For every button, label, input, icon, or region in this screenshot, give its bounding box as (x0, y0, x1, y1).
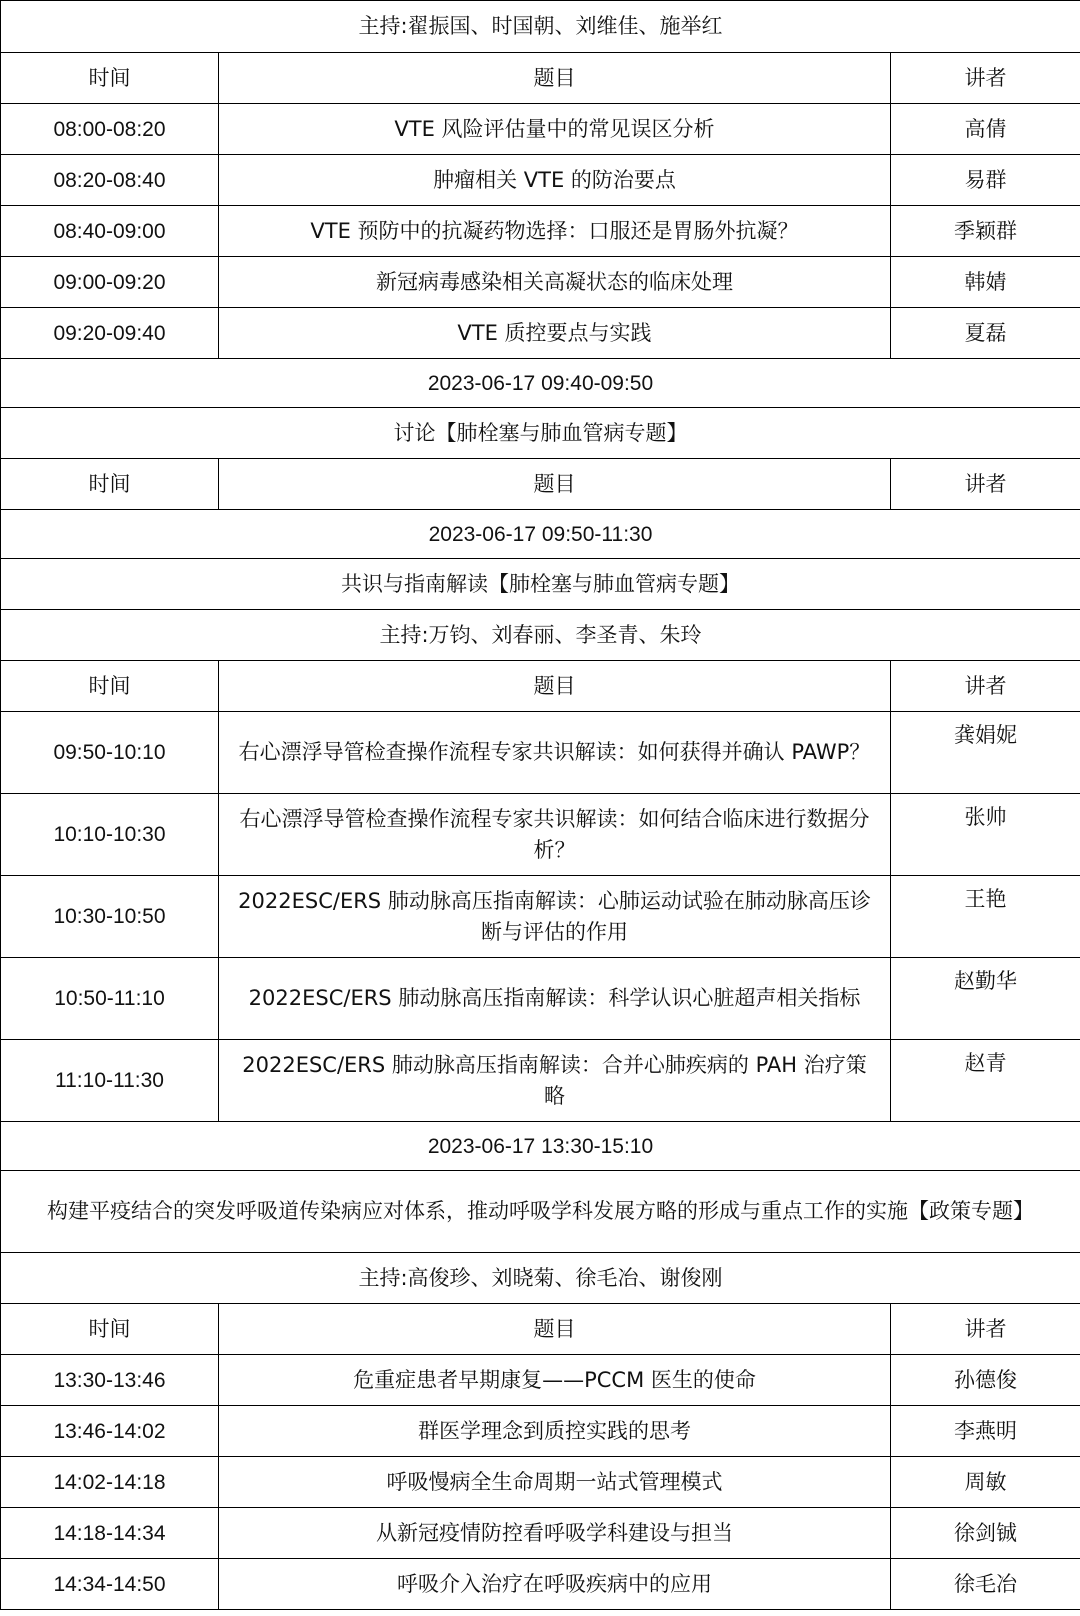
title-column-header: 题目 (219, 1304, 891, 1355)
title-column-header: 题目 (219, 661, 891, 712)
title-cell: VTE 预防中的抗凝药物选择：口服还是胃肠外抗凝？ (219, 206, 891, 257)
column-header-row (1, 53, 1080, 104)
speaker-cell: 徐毛冶 (891, 1559, 1080, 1610)
time-cell: 14:34-14:50 (1, 1559, 219, 1610)
time-cell: 08:20-08:40 (1, 155, 219, 206)
time-cell: 08:40-09:00 (1, 206, 219, 257)
title-cell: 右心漂浮导管检查操作流程专家共识解读：如何结合临床进行数据分析？ (219, 794, 891, 876)
time-column-header: 时间 (1, 1304, 219, 1355)
time-cell: 14:02-14:18 (1, 1457, 219, 1508)
session-date: 2023-06-17 13:30-15:10 (1, 1122, 1080, 1171)
session-date-row (1, 510, 1080, 559)
session-title-row (1, 1171, 1080, 1253)
chair-text: 主持:高俊珍、刘晓菊、徐毛冶、谢俊刚 (1, 1253, 1080, 1304)
time-cell: 09:50-10:10 (1, 712, 219, 794)
title-cell: VTE 质控要点与实践 (219, 308, 891, 359)
time-cell: 13:30-13:46 (1, 1355, 219, 1406)
table-row (1, 958, 1080, 1040)
table-row (1, 1508, 1080, 1559)
title-cell: 2022ESC/ERS 肺动脉高压指南解读：心肺运动试验在肺动脉高压诊断与评估的作用 (219, 876, 891, 958)
table-row (1, 155, 1080, 206)
session-date: 2023-06-17 09:40-09:50 (1, 359, 1080, 408)
column-header-row (1, 661, 1080, 712)
speaker-column-header: 讲者 (891, 1304, 1080, 1355)
session-title: 构建平疫结合的突发呼吸道传染病应对体系，推动呼吸学科发展方略的形成与重点工作的实施【政策专题】 (1, 1171, 1080, 1253)
table-row (1, 1457, 1080, 1508)
time-cell: 09:00-09:20 (1, 257, 219, 308)
session-title: 讨论【肺栓塞与肺血管病专题】 (1, 408, 1080, 459)
table-row (1, 1559, 1080, 1610)
speaker-cell: 赵青 (891, 1040, 1080, 1122)
session-title-row (1, 408, 1080, 459)
title-cell: 肿瘤相关 VTE 的防治要点 (219, 155, 891, 206)
title-column-header: 题目 (219, 53, 891, 104)
title-cell: 危重症患者早期康复——PCCM 医生的使命 (219, 1355, 891, 1406)
time-cell: 11:10-11:30 (1, 1040, 219, 1122)
table-row (1, 104, 1080, 155)
time-cell: 10:50-11:10 (1, 958, 219, 1040)
chair-row (1, 1, 1080, 53)
title-cell: VTE 风险评估量中的常见误区分析 (219, 104, 891, 155)
title-cell: 群医学理念到质控实践的思考 (219, 1406, 891, 1457)
title-cell: 右心漂浮导管检查操作流程专家共识解读：如何获得并确认 PAWP？ (219, 712, 891, 794)
time-cell: 09:20-09:40 (1, 308, 219, 359)
speaker-cell: 韩婧 (891, 257, 1080, 308)
time-column-header: 时间 (1, 459, 219, 510)
session-date-row (1, 1122, 1080, 1171)
speaker-cell: 高倩 (891, 104, 1080, 155)
speaker-cell: 季颖群 (891, 206, 1080, 257)
table-row (1, 257, 1080, 308)
time-column-header: 时间 (1, 53, 219, 104)
title-cell: 从新冠疫情防控看呼吸学科建设与担当 (219, 1508, 891, 1559)
speaker-cell: 赵勤华 (891, 958, 1080, 1040)
session-title: 共识与指南解读【肺栓塞与肺血管病专题】 (1, 559, 1080, 610)
time-cell: 10:10-10:30 (1, 794, 219, 876)
chair-text: 主持:万钧、刘春丽、李圣青、朱玲 (1, 610, 1080, 661)
table-row (1, 1406, 1080, 1457)
speaker-column-header: 讲者 (891, 661, 1080, 712)
column-header-row (1, 459, 1080, 510)
title-cell: 呼吸慢病全生命周期一站式管理模式 (219, 1457, 891, 1508)
chair-row (1, 1253, 1080, 1304)
table-row (1, 1040, 1080, 1122)
table-row (1, 876, 1080, 958)
session-date-row (1, 359, 1080, 408)
column-header-row (1, 1304, 1080, 1355)
title-cell: 2022ESC/ERS 肺动脉高压指南解读：合并心肺疾病的 PAH 治疗策略 (219, 1040, 891, 1122)
table-row (1, 712, 1080, 794)
speaker-cell: 夏磊 (891, 308, 1080, 359)
session-title-row (1, 559, 1080, 610)
speaker-cell: 龚娟妮 (891, 712, 1080, 794)
title-cell: 呼吸介入治疗在呼吸疾病中的应用 (219, 1559, 891, 1610)
title-column-header: 题目 (219, 459, 891, 510)
speaker-column-header: 讲者 (891, 53, 1080, 104)
speaker-cell: 徐剑铖 (891, 1508, 1080, 1559)
speaker-cell: 易群 (891, 155, 1080, 206)
time-cell: 10:30-10:50 (1, 876, 219, 958)
table-row (1, 206, 1080, 257)
speaker-cell: 张帅 (891, 794, 1080, 876)
time-cell: 08:00-08:20 (1, 104, 219, 155)
table-row (1, 1355, 1080, 1406)
table-row (1, 794, 1080, 876)
table-row (1, 308, 1080, 359)
title-cell: 2022ESC/ERS 肺动脉高压指南解读：科学认识心脏超声相关指标 (219, 958, 891, 1040)
time-column-header: 时间 (1, 661, 219, 712)
speaker-column-header: 讲者 (891, 459, 1080, 510)
time-cell: 13:46-14:02 (1, 1406, 219, 1457)
speaker-cell: 周敏 (891, 1457, 1080, 1508)
time-cell: 14:18-14:34 (1, 1508, 219, 1559)
speaker-cell: 王艳 (891, 876, 1080, 958)
chair-row (1, 610, 1080, 661)
session-date: 2023-06-17 09:50-11:30 (1, 510, 1080, 559)
speaker-cell: 李燕明 (891, 1406, 1080, 1457)
title-cell: 新冠病毒感染相关高凝状态的临床处理 (219, 257, 891, 308)
chair-text: 主持:翟振国、时国朝、刘维佳、施举红 (1, 1, 1080, 53)
speaker-cell: 孙德俊 (891, 1355, 1080, 1406)
